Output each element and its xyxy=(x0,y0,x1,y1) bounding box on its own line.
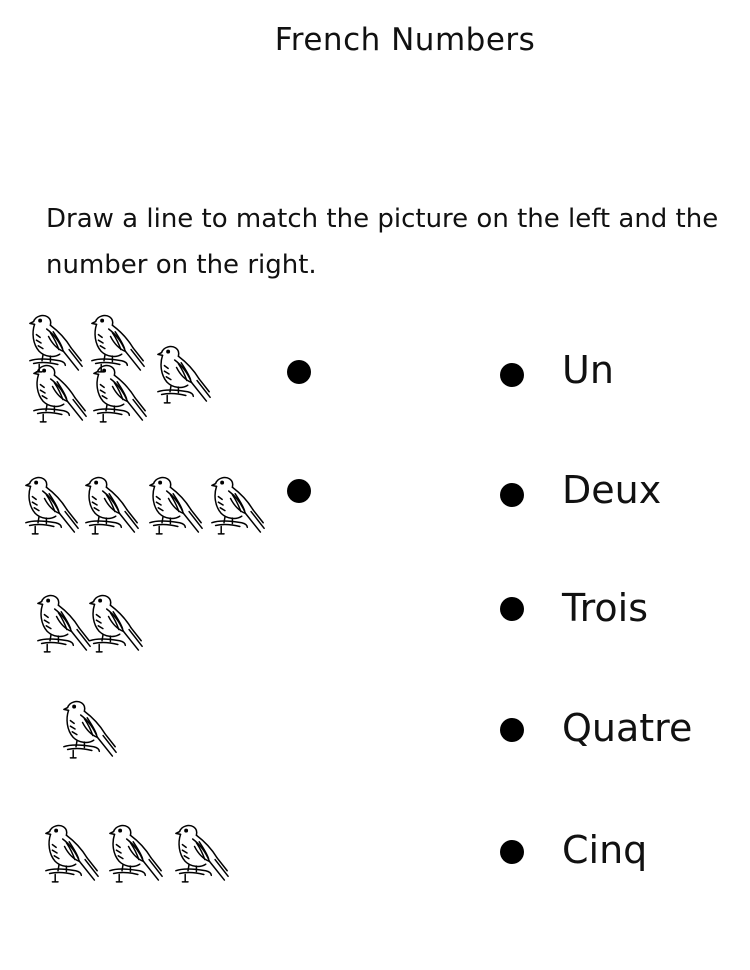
right-dot-2[interactable] xyxy=(500,483,524,507)
bird-icon xyxy=(32,362,88,424)
bird-icon xyxy=(24,474,80,536)
worksheet-title: French Numbers xyxy=(274,22,536,58)
number-label-quatre: Quatre xyxy=(562,706,693,750)
bird-icon xyxy=(84,474,140,536)
bird-icon xyxy=(44,822,100,884)
bird-icon xyxy=(92,362,148,424)
left-dot-2[interactable] xyxy=(287,479,311,503)
right-dot-5[interactable] xyxy=(500,840,524,864)
bird-icon xyxy=(210,474,266,536)
right-dot-1[interactable] xyxy=(500,363,524,387)
bird-icon xyxy=(88,592,144,654)
bird-icon xyxy=(36,592,92,654)
number-label-trois: Trois xyxy=(562,586,649,630)
bird-icon xyxy=(62,698,118,760)
right-dot-3[interactable] xyxy=(500,597,524,621)
number-label-cinq: Cinq xyxy=(562,828,648,872)
number-label-un: Un xyxy=(562,348,614,392)
bird-icon xyxy=(108,822,164,884)
bird-icon xyxy=(148,474,204,536)
worksheet-instructions: Draw a line to match the picture on the left and the number on the right. xyxy=(46,204,719,280)
number-label-deux: Deux xyxy=(562,468,662,512)
left-dot-1[interactable] xyxy=(287,360,311,384)
bird-icon xyxy=(156,343,212,405)
right-dot-4[interactable] xyxy=(500,718,524,742)
bird-icon xyxy=(174,822,230,884)
